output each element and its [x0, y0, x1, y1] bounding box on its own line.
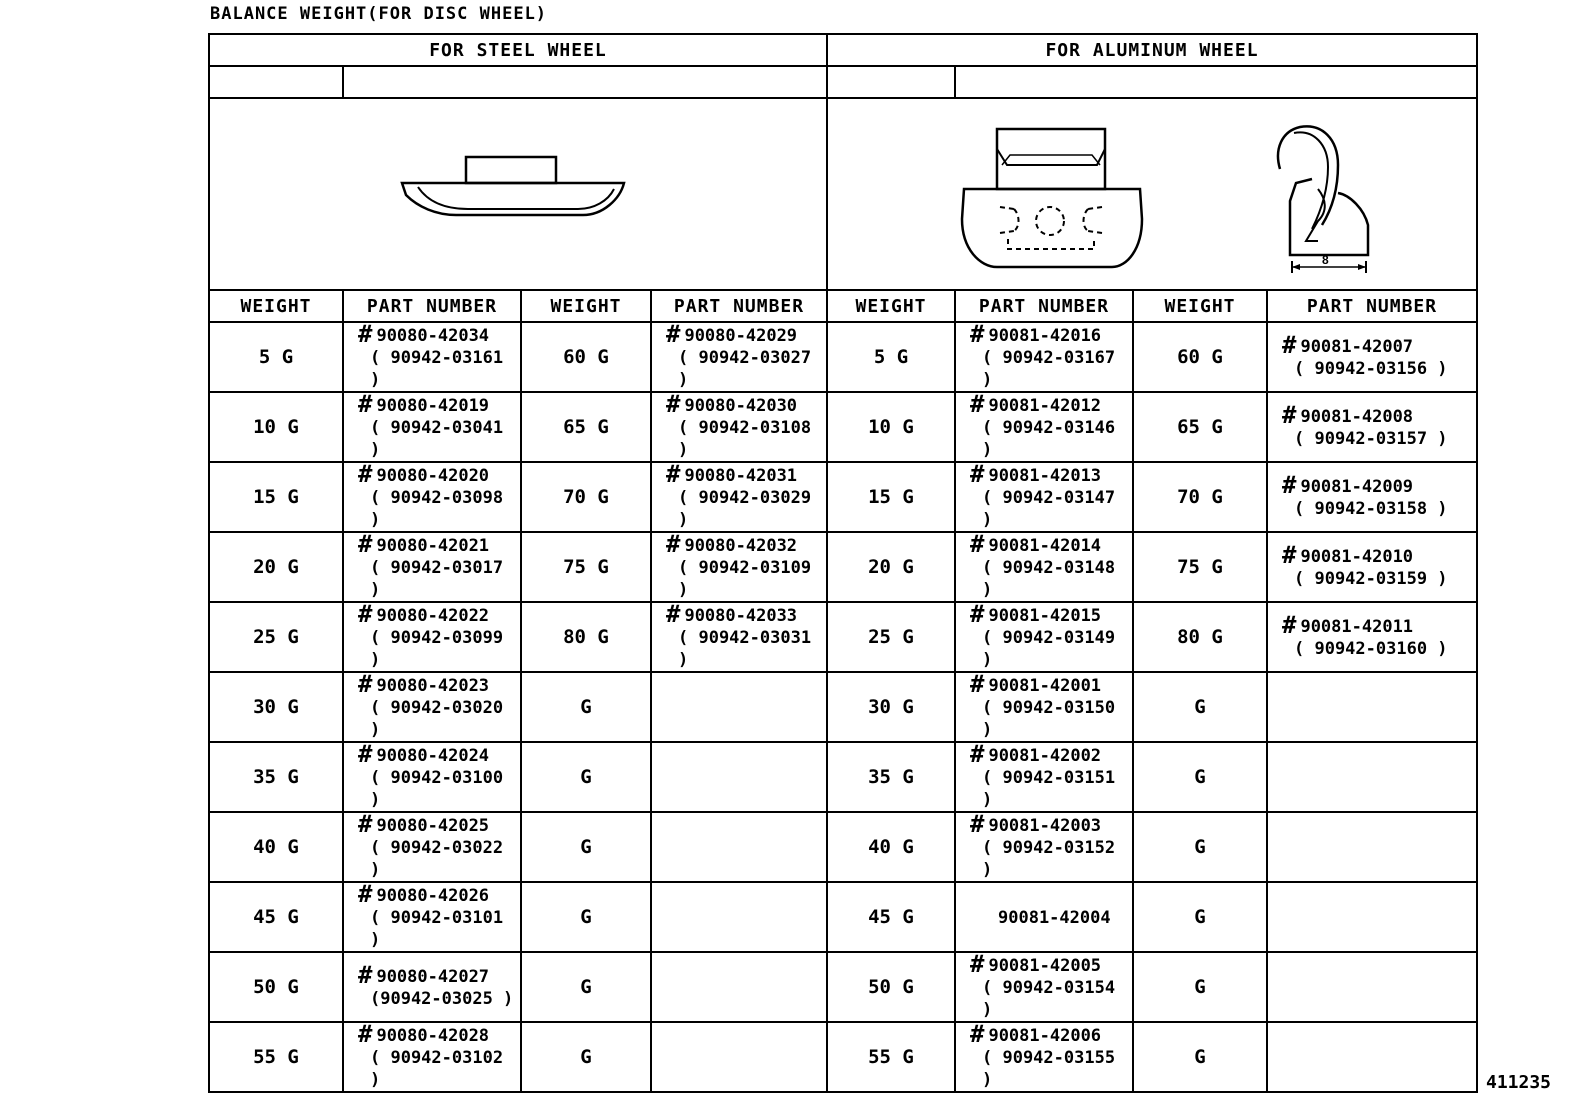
part-number: 90080-42024: [376, 746, 490, 766]
steel-weight-cell: 60 G: [521, 322, 651, 392]
new-part-mark: #: [970, 320, 985, 348]
table-row: [209, 1022, 1477, 1092]
steel-part-number-cell: [651, 952, 827, 1022]
steel-clip-weight-drawing: [398, 149, 638, 239]
part-number: 90080-42021: [376, 536, 490, 556]
table-row: [209, 602, 1477, 672]
steel-part-number-cell: [651, 532, 827, 602]
aluminum-weight-cell: 70 G: [1133, 462, 1267, 532]
new-part-mark: #: [358, 810, 373, 838]
alt-part-number: ( 90942-03020 ): [370, 698, 504, 740]
aluminum-part-number-cell: [955, 672, 1133, 742]
steel-part-number-cell: [343, 812, 521, 882]
aluminum-weight-cell: G: [1133, 882, 1267, 952]
new-part-mark: #: [970, 530, 985, 558]
new-part-mark: #: [970, 390, 985, 418]
new-part-mark: #: [970, 740, 985, 768]
steel-part-number-cell: [343, 742, 521, 812]
alt-part-number: ( 90942-03098 ): [370, 488, 504, 530]
aluminum-part-number-cell: [955, 1022, 1133, 1092]
part-number: 90081-42006: [988, 1026, 1102, 1046]
aluminum-part-number-cell: [1267, 602, 1477, 672]
steel-weight-cell: 10 G: [209, 392, 343, 462]
new-part-mark: #: [1282, 331, 1297, 359]
new-part-mark: #: [970, 460, 985, 488]
steel-weight-cell: 30 G: [209, 672, 343, 742]
steel-weight-cell: G: [521, 812, 651, 882]
new-part-mark: #: [1282, 541, 1297, 569]
aluminum-part-number-cell: [955, 812, 1133, 882]
part-number: 90080-42022: [376, 606, 490, 626]
part-rows: [209, 322, 1477, 1092]
new-part-mark: #: [666, 530, 681, 558]
new-part-mark: #: [666, 390, 681, 418]
aluminum-weight-cell: 40 G: [827, 812, 955, 882]
aluminum-col-part-number-2: PART NUMBER: [1267, 290, 1477, 322]
steel-col-part-number-2: PART NUMBER: [651, 290, 827, 322]
aluminum-weight-cell: 65 G: [1133, 392, 1267, 462]
alt-part-number: ( 90942-03151 ): [982, 768, 1116, 810]
part-number: 90081-42011: [1300, 617, 1414, 637]
new-part-mark: #: [1282, 471, 1297, 499]
alt-part-number: ( 90942-03099 ): [370, 628, 504, 670]
table-row: [209, 392, 1477, 462]
steel-weight-cell: 35 G: [209, 742, 343, 812]
steel-weight-cell: 55 G: [209, 1022, 343, 1092]
aluminum-part-number-cell: [955, 742, 1133, 812]
part-number: 90080-42032: [684, 536, 798, 556]
steel-weight-figure-cell: [209, 98, 827, 290]
aluminum-part-number-cell: [955, 952, 1133, 1022]
aluminum-weight-cell: 35 G: [827, 742, 955, 812]
aluminum-col-weight-2: WEIGHT: [1133, 290, 1267, 322]
alt-part-number: ( 90942-03100 ): [370, 768, 504, 810]
part-number: 90080-42033: [684, 606, 798, 626]
alt-part-number: ( 90942-03167 ): [982, 348, 1116, 390]
aluminum-part-number-cell: [955, 882, 1133, 952]
aluminum-part-number-cell: [1267, 882, 1477, 952]
aluminum-weight-cell: G: [1133, 742, 1267, 812]
part-number: 90080-42025: [376, 816, 490, 836]
alt-part-number: ( 90942-03031 ): [678, 628, 812, 670]
new-part-mark: #: [970, 810, 985, 838]
part-number: 90080-42029: [684, 326, 798, 346]
table-row: [209, 952, 1477, 1022]
new-part-mark: #: [666, 460, 681, 488]
alt-part-number: ( 90942-03159 ): [1294, 569, 1448, 589]
aluminum-weight-cell: G: [1133, 672, 1267, 742]
aluminum-weight-cell: G: [1133, 952, 1267, 1022]
steel-part-number-cell: [651, 392, 827, 462]
aluminum-part-number-cell: [1267, 462, 1477, 532]
new-part-mark: #: [1282, 401, 1297, 429]
part-number: 90081-42004: [998, 908, 1111, 928]
alt-part-number: ( 90942-03157 ): [1294, 429, 1448, 449]
new-part-mark: #: [358, 530, 373, 558]
table-row: [209, 322, 1477, 392]
aluminum-blank-cell-left: [827, 66, 955, 98]
steel-weight-cell: 65 G: [521, 392, 651, 462]
aluminum-weight-cell: G: [1133, 1022, 1267, 1092]
balance-weight-table: [208, 33, 1478, 1093]
aluminum-weight-cell: 80 G: [1133, 602, 1267, 672]
steel-part-number-cell: [651, 322, 827, 392]
part-number: 90081-42016: [988, 326, 1102, 346]
part-number: 90081-42002: [988, 746, 1102, 766]
aluminum-weight-drawings: [902, 109, 1402, 279]
aluminum-part-number-cell: [955, 532, 1133, 602]
alt-part-number: ( 90942-03027 ): [678, 348, 812, 390]
part-number: 90081-42014: [988, 536, 1102, 556]
new-part-mark: #: [358, 880, 373, 908]
steel-weight-cell: 75 G: [521, 532, 651, 602]
aluminum-part-number-cell: [955, 602, 1133, 672]
alt-part-number: ( 90942-03102 ): [370, 1048, 504, 1090]
new-part-mark: #: [970, 600, 985, 628]
alt-part-number: ( 90942-03148 ): [982, 558, 1116, 600]
steel-part-number-cell: [343, 392, 521, 462]
steel-weight-cell: 50 G: [209, 952, 343, 1022]
alt-part-number: ( 90942-03152 ): [982, 838, 1116, 880]
steel-weight-cell: G: [521, 672, 651, 742]
steel-part-number-cell: [343, 672, 521, 742]
aluminum-part-number-cell: [1267, 812, 1477, 882]
steel-part-number-cell: [651, 602, 827, 672]
steel-weight-cell: 45 G: [209, 882, 343, 952]
steel-weight-cell: 15 G: [209, 462, 343, 532]
aluminum-weight-cell: 20 G: [827, 532, 955, 602]
document-number: 411235: [1486, 1072, 1552, 1093]
steel-weight-cell: 80 G: [521, 602, 651, 672]
aluminum-part-number-cell: [1267, 322, 1477, 392]
aluminum-part-number-cell: [1267, 532, 1477, 602]
part-number: 90081-42010: [1300, 547, 1414, 567]
aluminum-part-number-cell: [1267, 392, 1477, 462]
table-row: [209, 532, 1477, 602]
new-part-mark: #: [358, 961, 373, 989]
table-row: [209, 672, 1477, 742]
alt-part-number: ( 90942-03022 ): [370, 838, 504, 880]
steel-part-number-cell: [651, 812, 827, 882]
table-row: [209, 812, 1477, 882]
aluminum-weight-cell: 50 G: [827, 952, 955, 1022]
aluminum-weight-cell: 30 G: [827, 672, 955, 742]
steel-weight-cell: G: [521, 882, 651, 952]
part-number: 90080-42034: [376, 326, 490, 346]
steel-part-number-cell: [343, 322, 521, 392]
aluminum-weight-cell: 25 G: [827, 602, 955, 672]
aluminum-part-number-cell: [955, 462, 1133, 532]
alt-part-number: ( 90942-03161 ): [370, 348, 504, 390]
new-part-mark: #: [358, 670, 373, 698]
new-part-mark: #: [358, 320, 373, 348]
new-part-mark: #: [666, 600, 681, 628]
aluminum-weight-cell: 55 G: [827, 1022, 955, 1092]
part-number: 90081-42012: [988, 396, 1102, 416]
alt-part-number: ( 90942-03146 ): [982, 418, 1116, 460]
alt-part-number: ( 90942-03154 ): [982, 978, 1116, 1020]
aluminum-wheel-header: FOR ALUMINUM WHEEL: [827, 34, 1477, 66]
steel-part-number-cell: [343, 532, 521, 602]
part-number: 90080-42020: [376, 466, 490, 486]
aluminum-weight-cell: 45 G: [827, 882, 955, 952]
steel-weight-cell: 40 G: [209, 812, 343, 882]
steel-weight-cell: 25 G: [209, 602, 343, 672]
new-part-mark: #: [358, 600, 373, 628]
alt-part-number: ( 90942-03041 ): [370, 418, 504, 460]
part-number: 90081-42003: [988, 816, 1102, 836]
steel-col-part-number-1: PART NUMBER: [343, 290, 521, 322]
steel-wheel-header: FOR STEEL WHEEL: [209, 34, 827, 66]
table-row: [209, 462, 1477, 532]
new-part-mark: #: [970, 1020, 985, 1048]
aluminum-part-number-cell: [955, 322, 1133, 392]
aluminum-weight-cell: 15 G: [827, 462, 955, 532]
steel-part-number-cell: [343, 602, 521, 672]
new-part-mark: #: [970, 950, 985, 978]
steel-part-number-cell: [651, 672, 827, 742]
page-title: BALANCE WEIGHT(FOR DISC WHEEL): [210, 4, 548, 24]
part-number: 90081-42005: [988, 956, 1102, 976]
steel-weight-cell: 20 G: [209, 532, 343, 602]
aluminum-weight-cell: G: [1133, 812, 1267, 882]
aluminum-blank-cell-right: [955, 66, 1477, 98]
aluminum-adhesive-weight-drawing: [962, 129, 1142, 267]
steel-part-number-cell: [651, 882, 827, 952]
part-number: 90080-42023: [376, 676, 490, 696]
part-number: 90081-42015: [988, 606, 1102, 626]
part-number: 90080-42019: [376, 396, 490, 416]
steel-part-number-cell: [343, 952, 521, 1022]
steel-blank-cell-left: [209, 66, 343, 98]
aluminum-weight-figure-cell: [827, 98, 1477, 290]
alt-part-number: ( 90942-03029 ): [678, 488, 812, 530]
steel-weight-cell: G: [521, 952, 651, 1022]
new-part-mark: #: [358, 740, 373, 768]
dimension-label: 8: [1322, 253, 1329, 267]
aluminum-weight-cell: 60 G: [1133, 322, 1267, 392]
alt-part-number: (90942-03025 ): [370, 989, 514, 1009]
steel-part-number-cell: [343, 882, 521, 952]
steel-weight-cell: G: [521, 1022, 651, 1092]
aluminum-part-number-cell: [1267, 1022, 1477, 1092]
table-row: [209, 882, 1477, 952]
part-number: 90080-42026: [376, 886, 490, 906]
alt-part-number: ( 90942-03150 ): [982, 698, 1116, 740]
steel-weight-cell: G: [521, 742, 651, 812]
aluminum-col-weight-1: WEIGHT: [827, 290, 955, 322]
new-part-mark: #: [358, 1020, 373, 1048]
aluminum-weight-cell: 10 G: [827, 392, 955, 462]
alt-part-number: ( 90942-03017 ): [370, 558, 504, 600]
aluminum-col-part-number-1: PART NUMBER: [955, 290, 1133, 322]
steel-part-number-cell: [651, 462, 827, 532]
aluminum-part-number-cell: [1267, 952, 1477, 1022]
steel-col-weight-1: WEIGHT: [209, 290, 343, 322]
steel-blank-cell-right: [343, 66, 827, 98]
part-number: 90081-42009: [1300, 477, 1414, 497]
steel-part-number-cell: [343, 1022, 521, 1092]
aluminum-clip-weight-drawing: [1278, 126, 1368, 273]
part-number: 90080-42027: [376, 967, 490, 987]
alt-part-number: ( 90942-03147 ): [982, 488, 1116, 530]
new-part-mark: #: [666, 320, 681, 348]
alt-part-number: ( 90942-03155 ): [982, 1048, 1116, 1090]
steel-part-number-cell: [651, 1022, 827, 1092]
steel-weight-cell: 70 G: [521, 462, 651, 532]
alt-part-number: ( 90942-03160 ): [1294, 639, 1448, 659]
alt-part-number: ( 90942-03149 ): [982, 628, 1116, 670]
part-number: 90081-42008: [1300, 407, 1414, 427]
aluminum-part-number-cell: [1267, 742, 1477, 812]
table-row: [209, 742, 1477, 812]
steel-part-number-cell: [651, 742, 827, 812]
new-part-mark: #: [1282, 611, 1297, 639]
part-number: 90080-42031: [684, 466, 798, 486]
part-number: 90081-42007: [1300, 337, 1414, 357]
new-part-mark: #: [358, 460, 373, 488]
alt-part-number: ( 90942-03109 ): [678, 558, 812, 600]
alt-part-number: ( 90942-03101 ): [370, 908, 504, 950]
alt-part-number: ( 90942-03156 ): [1294, 359, 1448, 379]
part-number: 90080-42030: [684, 396, 798, 416]
part-number: 90080-42028: [376, 1026, 490, 1046]
aluminum-weight-cell: 5 G: [827, 322, 955, 392]
aluminum-part-number-cell: [1267, 672, 1477, 742]
part-number: 90081-42013: [988, 466, 1102, 486]
steel-col-weight-2: WEIGHT: [521, 290, 651, 322]
part-number: 90081-42001: [988, 676, 1102, 696]
alt-part-number: ( 90942-03158 ): [1294, 499, 1448, 519]
new-part-mark: #: [358, 390, 373, 418]
new-part-mark: #: [970, 670, 985, 698]
aluminum-weight-cell: 75 G: [1133, 532, 1267, 602]
alt-part-number: ( 90942-03108 ): [678, 418, 812, 460]
steel-weight-cell: 5 G: [209, 322, 343, 392]
aluminum-part-number-cell: [955, 392, 1133, 462]
steel-part-number-cell: [343, 462, 521, 532]
